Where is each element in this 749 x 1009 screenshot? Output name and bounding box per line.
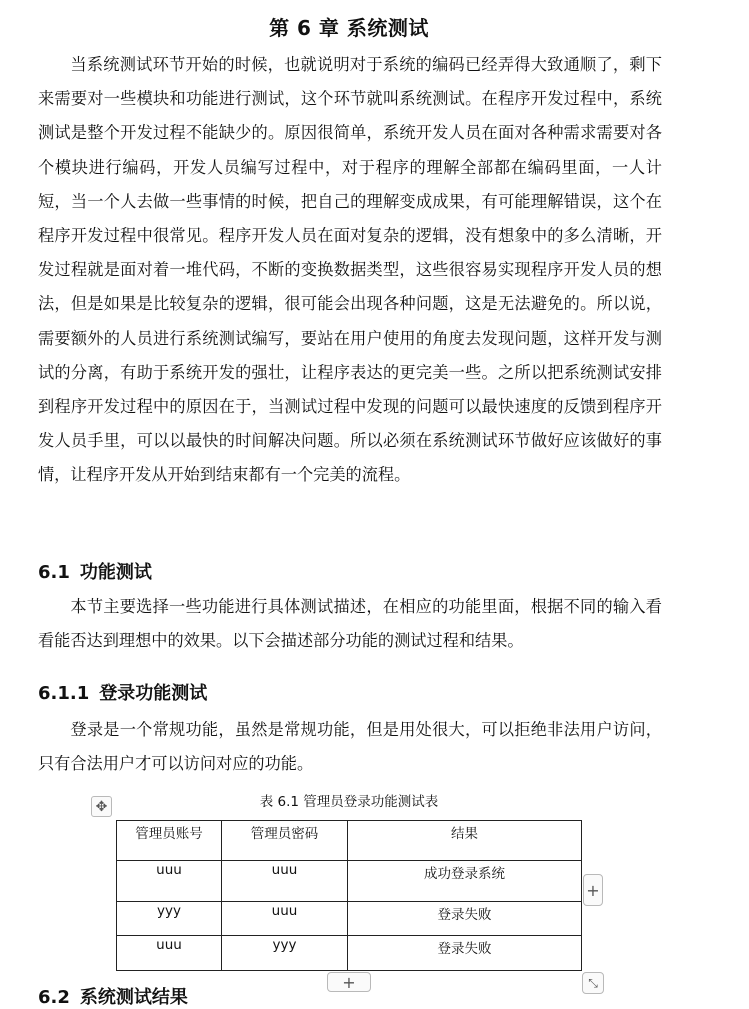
section-heading-6-1 xyxy=(38,558,152,584)
table-header-cell: 结果 xyxy=(348,821,582,861)
section-6-1-paragraph: 本节主要选择一些功能进行具体测试描述，在相应的功能里面，根据不同的输入看看能否达到理想中的效果。以下会描述部分功能的测试过程和结果。 xyxy=(38,597,662,651)
table-cell: uuu xyxy=(222,861,348,902)
table-row xyxy=(117,936,582,971)
add-column-button[interactable]: + xyxy=(583,874,603,906)
table-cell: uuu xyxy=(117,936,222,971)
section-number: 6.1 xyxy=(38,562,70,583)
chapter-title: 第 6 章 系统测试 xyxy=(269,16,429,40)
section-6-1-1-paragraph: 登录是一个常规功能，虽然是常规功能，但是用处很大，可以拒绝非法用户访问，只有合法用户才可以访问对应的功能。 xyxy=(38,720,662,774)
section-title: 功能测试 xyxy=(79,562,152,583)
section-title: 登录功能测试 xyxy=(99,683,208,704)
table-caption: 表 6.1 管理员登录功能测试表 xyxy=(259,794,439,810)
table-cell: yyy xyxy=(117,902,222,936)
table-cell: yyy xyxy=(222,936,348,971)
section-heading-6-2 xyxy=(38,983,188,1009)
table-cell: uuu xyxy=(117,861,222,902)
table-header-cell: 管理员账号 xyxy=(117,821,222,861)
section-title: 系统测试结果 xyxy=(79,987,188,1008)
table-header-row xyxy=(117,821,582,861)
section-number: 6.2 xyxy=(38,987,70,1008)
intro-paragraph: 当系统测试环节开始的时候，也就说明对于系统的编码已经弄得大致通顺了，剩下来需要对一些模块和功能进行测试，这个环节就叫系统测试。在程序开发过程中，系统测试是整个开发过程不能缺少的。原因很简单，系统开发人员在面对各种需求需要对各个模块进行编码，开发人员编写过程中，对于程序的理解全部都在编码里面，一人计短，当一个人去做一些事情的时候，把自己的理解变成成果，有可能理解错误，这个在程序开发过程中很常见。程序开发人员在面对复杂的逻辑，没有想象中的多么清晰，开发过程就是面对着一堆代码，不断的变换数据类型，这些很容易实现程序开发人员的想法，但是如果是比较复杂的逻辑，很可能会出现各种问题，这是无法避免的。所以说，需要额外的人员进行系统测试编写，要站在用户使用的角度去发现问题，这样开发与测试的分离，有助于系统开发的强壮，让程序表达的更完美一些。之所以把系统测试安排到程序开发过程中的原因在于，当测试过程中发现的问题可以最快速度的反馈到程序开发人员手里，可以以最快的时间解决问题。所以必须在系统测试环节做好应该做好的事情，让程序开发从开始到结束都有一个完美的流程。 xyxy=(38,55,662,485)
table-cell: 登录失败 xyxy=(348,936,582,971)
section-number: 6.1.1 xyxy=(38,683,90,704)
login-test-table xyxy=(116,820,582,971)
table-cell: 成功登录系统 xyxy=(348,861,582,902)
table-row xyxy=(117,861,582,902)
table-resize-icon[interactable]: ⤡ xyxy=(582,972,604,994)
add-row-button[interactable]: + xyxy=(327,972,371,992)
table-cell: uuu xyxy=(222,902,348,936)
table-header-cell: 管理员密码 xyxy=(222,821,348,861)
table-cell: 登录失败 xyxy=(348,902,582,936)
table-row xyxy=(117,902,582,936)
section-heading-6-1-1 xyxy=(38,679,207,705)
table-move-icon[interactable]: ✥ xyxy=(91,796,112,817)
